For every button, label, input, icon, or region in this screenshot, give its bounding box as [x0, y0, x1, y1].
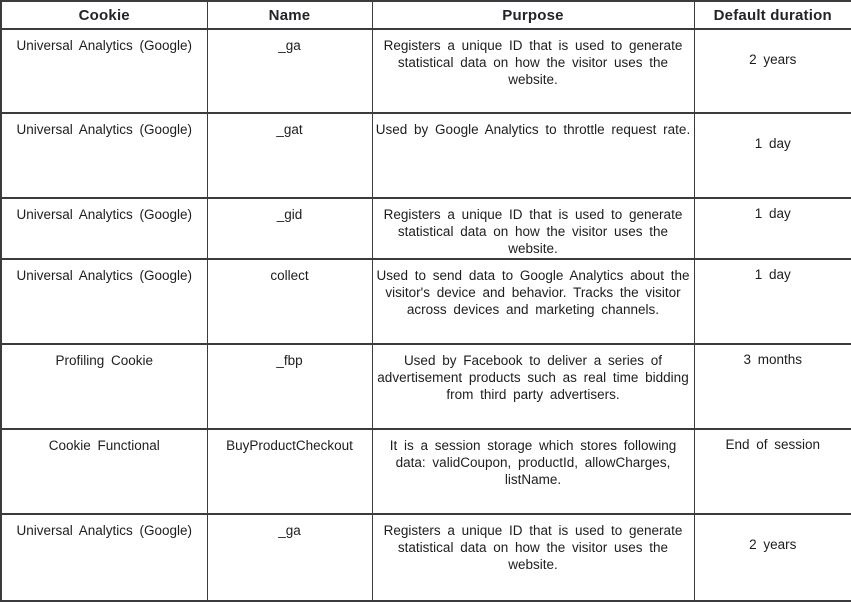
table-row	[1, 344, 851, 429]
table-row	[1, 429, 851, 514]
purpose-cell: Registers a unique ID that is used to generate statistical data on how the visitor uses the website.	[372, 514, 694, 601]
duration-cell: 1 day	[694, 259, 851, 344]
cookie-cell: Universal Analytics (Google)	[1, 29, 207, 113]
name-cell: _ga	[207, 29, 372, 113]
duration-cell: 2 years	[694, 29, 851, 113]
column-header-duration: Default duration	[694, 1, 851, 29]
duration-cell: 3 months	[694, 344, 851, 429]
purpose-cell: Used to send data to Google Analytics about the visitor's device and behavior. Tracks the visitor across devices and marketing channels.	[372, 259, 694, 344]
table-body	[1, 29, 851, 601]
purpose-cell: Used by Facebook to deliver a series of advertisement products such as real time bidding from third party advertisers.	[372, 344, 694, 429]
name-cell: _ga	[207, 514, 372, 601]
duration-cell: 1 day	[694, 113, 851, 198]
table-row	[1, 514, 851, 601]
cookie-cell: Cookie Functional	[1, 429, 207, 514]
cookie-cell: Universal Analytics (Google)	[1, 514, 207, 601]
duration-cell: 2 years	[694, 514, 851, 601]
purpose-cell: Registers a unique ID that is used to generate statistical data on how the visitor uses the website.	[372, 29, 694, 113]
column-header-name: Name	[207, 1, 372, 29]
name-cell: collect	[207, 259, 372, 344]
table-row	[1, 259, 851, 344]
table-header	[1, 1, 851, 29]
duration-cell: 1 day	[694, 198, 851, 259]
name-cell: BuyProductCheckout	[207, 429, 372, 514]
column-header-cookie: Cookie	[1, 1, 207, 29]
cookie-cell: Profiling Cookie	[1, 344, 207, 429]
table-row	[1, 198, 851, 259]
cookie-cell: Universal Analytics (Google)	[1, 198, 207, 259]
cookie-cell: Universal Analytics (Google)	[1, 113, 207, 198]
purpose-cell: It is a session storage which stores following data: validCoupon, productId, allowCharges, listName.	[372, 429, 694, 514]
table-row	[1, 113, 851, 198]
header-row	[1, 1, 851, 29]
cookie-cell: Universal Analytics (Google)	[1, 259, 207, 344]
table-row	[1, 29, 851, 113]
name-cell: _fbp	[207, 344, 372, 429]
purpose-cell: Registers a unique ID that is used to generate statistical data on how the visitor uses the website.	[372, 198, 694, 259]
purpose-cell: Used by Google Analytics to throttle request rate.	[372, 113, 694, 198]
duration-cell: End of session	[694, 429, 851, 514]
column-header-purpose: Purpose	[372, 1, 694, 29]
name-cell: _gid	[207, 198, 372, 259]
name-cell: _gat	[207, 113, 372, 198]
